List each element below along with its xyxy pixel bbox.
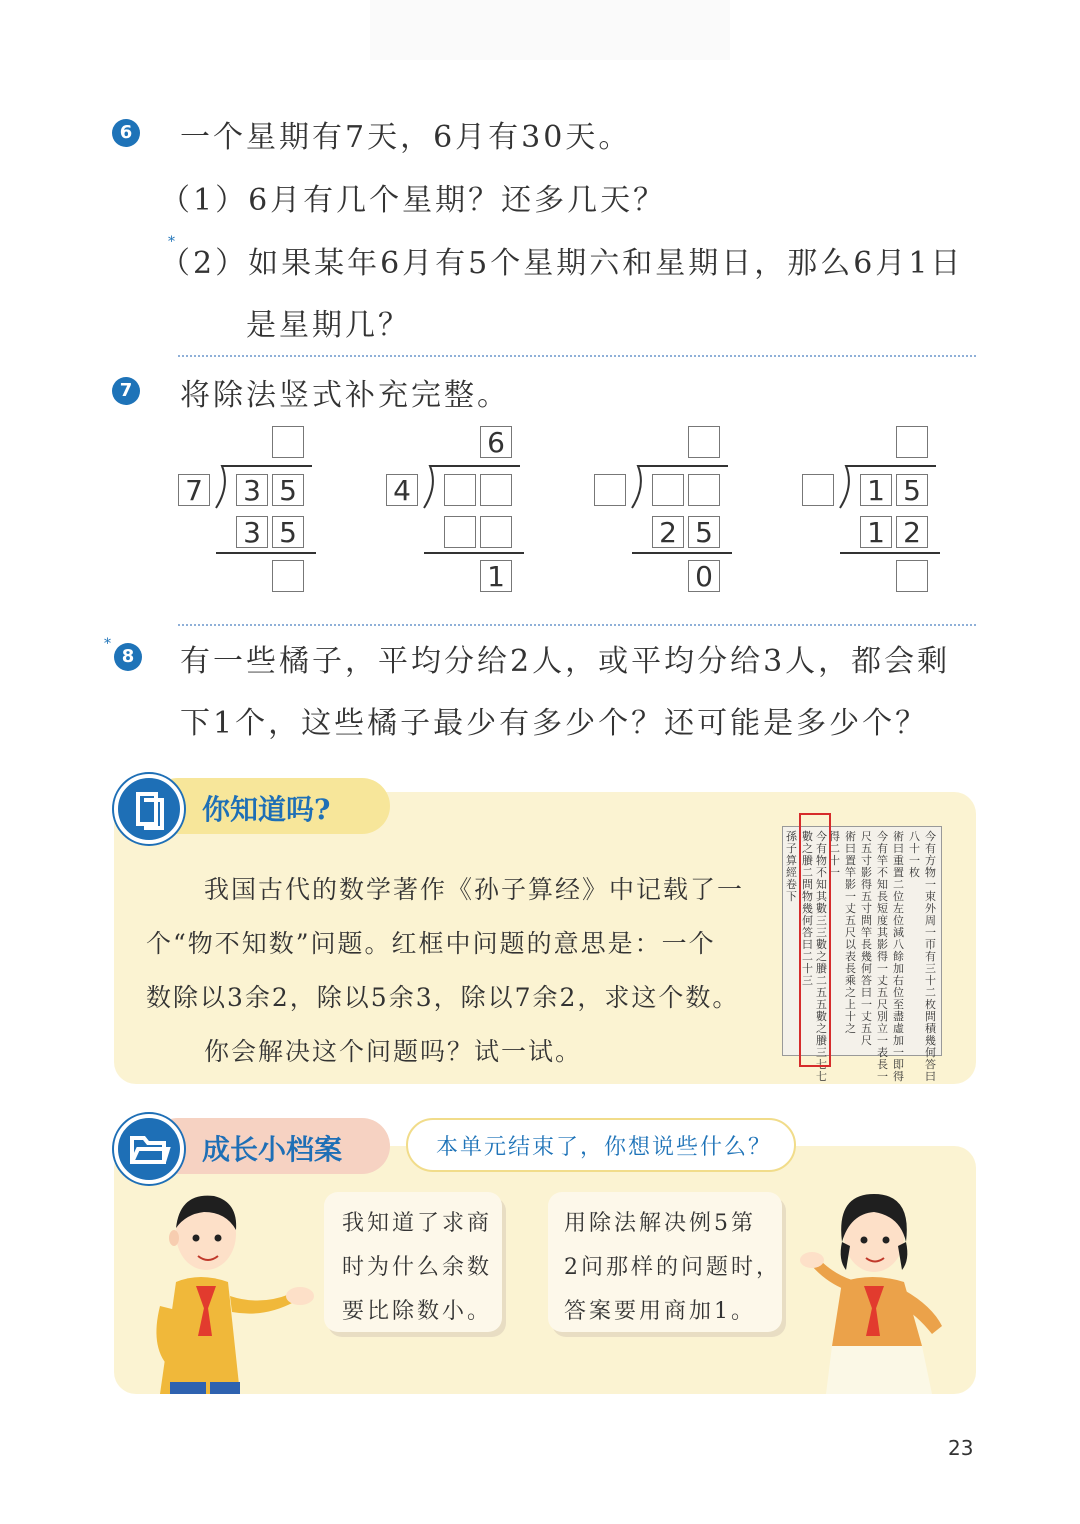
remainder-box[interactable]: 0 [688,560,720,592]
product-digit-1[interactable]: 1 [860,516,892,548]
question-6-part-2-line-1: （2）如果某年6月有5个星期六和星期日，那么6月1日 [160,246,964,281]
girl-speech-line-1: 用除法解决例5第 [564,1211,756,1236]
divisor-box[interactable] [802,474,834,506]
question-7-number: 7 [112,377,140,405]
folder-icon [114,1114,184,1184]
subtraction-line [840,552,940,554]
product-digit-2[interactable]: 5 [688,516,720,548]
did-you-know-line-3: 数除以3余2，除以5余3，除以7余2，求这个数。 [146,983,740,1012]
dividend-digit-2[interactable]: 5 [896,474,928,506]
divisor-box[interactable]: 7 [178,474,210,506]
dividend-digit-2[interactable] [688,474,720,506]
growth-record-title: 成长小档案 [202,1133,343,1166]
prompt-text: 本单元结束了，你想说些什么？ [436,1135,773,1160]
scroll-column: 今有物不知其數三三數之賸二五五數之賸三七七 [816,830,827,1083]
question-8-line-2: 下1个，这些橘子最少有多少个？还可能是多少个？ [180,706,929,741]
boy-illustration [140,1186,320,1394]
scroll-column: 今有竿不知長短度其影得一丈五尺別立一表長一 [877,830,888,1083]
dividend-digit-1[interactable]: 1 [860,474,892,506]
dividend-digit-2[interactable] [480,474,512,506]
scroll-column: 數之賸二問物幾何答曰二十三 [802,830,813,987]
remainder-box[interactable] [272,560,304,592]
did-you-know-line-4: 你会解决这个问题吗？试一试。 [204,1037,583,1066]
ancient-book-image [782,826,942,1083]
girl-illustration [792,1186,962,1394]
subtraction-line [632,552,732,554]
did-you-know-line-2: 个“物不知数”问题。红框中问题的意思是：一个 [146,929,716,958]
divider-1 [178,355,976,357]
girl-speech-line-3: 答案要用商加1。 [564,1299,756,1324]
product-digit-1[interactable]: 2 [652,516,684,548]
subtraction-line [424,552,524,554]
scroll-column: 得二十一 [829,830,840,879]
page-header-shade [370,0,730,60]
divisor-box[interactable]: 4 [386,474,418,506]
question-6-text: 一个星期有7天，6月有30天。 [180,120,632,155]
boy-speech-line-3: 要比除数小。 [342,1299,493,1324]
question-7-text: 将除法竖式补充完整。 [180,378,510,413]
scroll-column: 尺五寸影得五寸問竿長幾何答曰一丈五尺 [861,830,872,1047]
dividend-digit-1[interactable] [444,474,476,506]
dividend-digit-1[interactable] [652,474,684,506]
boy-speech-line-2: 时为什么余数 [342,1255,493,1280]
product-digit-2[interactable]: 2 [896,516,928,548]
quotient-box[interactable] [272,426,304,458]
scroll-column: 孫子算經 卷下 [786,830,797,903]
did-you-know-line-1: 我国古代的数学著作《孙子算经》中记载了一 [204,875,745,904]
product-digit-1[interactable]: 3 [236,516,268,548]
question-6-part-2-star: * [168,234,175,250]
dividend-digit-1[interactable]: 3 [236,474,268,506]
product-digit-2[interactable]: 5 [272,516,304,548]
girl-speech-line-2: 2问那样的问题时， [564,1255,781,1280]
red-highlight-frame [799,813,831,1083]
quotient-box[interactable] [688,426,720,458]
scroll-column: 術曰置竿影一丈五尺以表長乘之上十之 [845,830,856,1035]
product-digit-1[interactable] [444,516,476,548]
boy-speech-line-1: 我知道了求商 [342,1211,493,1236]
question-8-line-1: 有一些橘子，平均分给2人，或平均分给3人，都会剩 [180,644,951,679]
scroll-column: 今有方物一束外周一帀有三十二枚問積幾何答曰 [925,830,936,1083]
subtraction-line [216,552,316,554]
page-number: 23 [948,1436,974,1460]
question-6-part-1: （1）6月有几个星期？还多几天？ [160,183,667,218]
question-8-star: * [104,636,111,652]
dividend-digit-2[interactable]: 5 [272,474,304,506]
divider-2 [178,624,976,626]
question-6-part-2-line-2: 是星期几？ [246,308,411,343]
question-8-number: 8 [114,643,142,671]
product-digit-2[interactable] [480,516,512,548]
quotient-box[interactable] [896,426,928,458]
divisor-box[interactable] [594,474,626,506]
remainder-box[interactable] [896,560,928,592]
remainder-box[interactable]: 1 [480,560,512,592]
question-6-number: 6 [112,119,140,147]
quotient-box[interactable]: 6 [480,426,512,458]
scroll-column: 術曰重置二位左位減八餘加右位至盡虛加一即得 [893,830,904,1083]
did-you-know-title: 你知道吗? [202,793,331,826]
scroll-column: 八十一枚 [909,830,920,879]
book-icon [114,774,184,844]
